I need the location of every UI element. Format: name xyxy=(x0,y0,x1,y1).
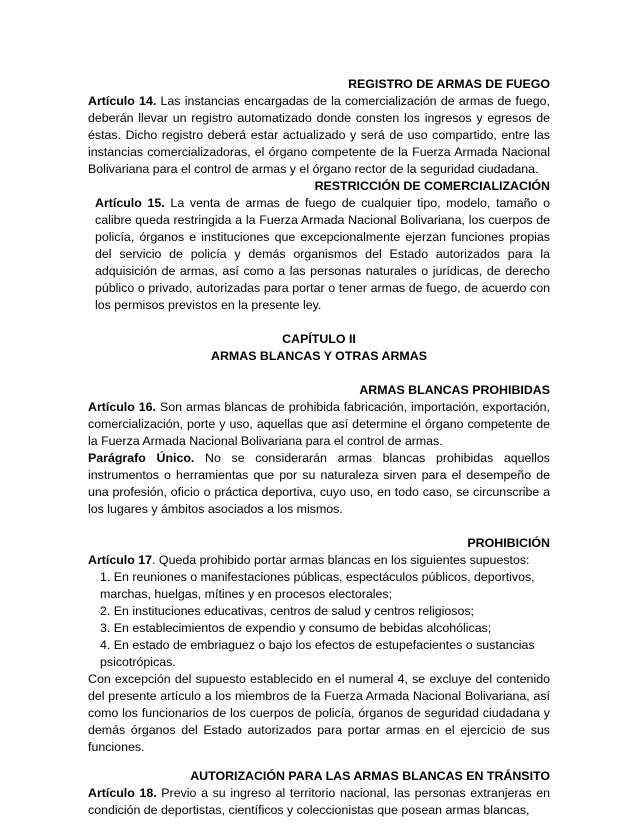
article-17 xyxy=(88,552,550,569)
article-17-text: . Queda prohibido portar armas blancas en los siguientes supuestos: xyxy=(152,553,530,567)
article-18-text: Previo a su ingreso al territorio nacional, las personas extranjeras en condición de deportistas, científicos y coleccionistas que posean armas blancas, xyxy=(88,786,550,817)
article-18-lead: Artículo 18. xyxy=(88,786,157,800)
article-18 xyxy=(88,785,550,819)
chapter-title: ARMAS BLANCAS Y OTRAS ARMAS xyxy=(211,349,427,363)
article-14-lead: Artículo 14. xyxy=(88,94,157,108)
document-page xyxy=(88,76,550,819)
article-17-lead: Artículo 17 xyxy=(88,553,153,567)
section-heading-armas-blancas: ARMAS BLANCAS PROHIBIDAS xyxy=(359,383,550,397)
paragrafo-unico-lead: Parágrafo Único. xyxy=(88,451,195,465)
chapter-number: CAPÍTULO II xyxy=(282,332,356,346)
article-17-item: 2. En instituciones educativas, centros de salud y centros religiosos; xyxy=(100,604,474,618)
article-17-item: 1. En reuniones o manifestaciones públicas, espectáculos públicos, deportivos, marchas, huelgas, mítines y en procesos electorales; xyxy=(100,570,535,601)
paragrafo-unico-text: No se considerarán armas blancas prohibidas aquellos instrumentos o herramientas que por su naturaleza sirven para el desempeño de una profesión, oficio o práctica deportiva, cuyo uso, en todo caso, se circunscribe a los lugares y ámbitos asociados a los mismos. xyxy=(88,451,550,516)
section-heading-prohibicion: PROHIBICIÓN xyxy=(467,536,550,550)
section-heading-registro: REGISTRO DE ARMAS DE FUEGO xyxy=(348,77,550,91)
article-17-item: 3. En establecimientos de expendio y consumo de bebidas alcohólicas; xyxy=(100,621,492,635)
article-17-closing: Con excepción del supuesto establecido en el numeral 4, se excluye del contenido del presente artículo a los miembros de la Fuerza Armada Nacional Bolivariana, así como los funcionarios de los cuerpos de policía, órganos de seguridad ciudadana y demás órganos del Estado autorizados para portar armas en el ejercicio de sus funciones. xyxy=(88,672,550,754)
article-14 xyxy=(88,93,550,178)
article-15-text: La venta de armas de fuego de cualquier tipo, modelo, tamaño o calibre queda restringida a la Fuerza Armada Nacional Bolivariana, los cuerpos de policía, órganos e instituciones que excepcionalmente ejerzan funciones propias del servicio de policía y demás organismos del Estado autorizados para la adquisición de armas, así como a las personas naturales o jurídicas, de derecho público o privado, autorizadas para portar o tener armas de fuego, de acuerdo con los permisos previstos en la presente ley. xyxy=(95,196,550,312)
article-15 xyxy=(95,195,550,314)
article-15-block xyxy=(88,195,550,314)
article-16-lead: Artículo 16. xyxy=(88,400,156,414)
article-16 xyxy=(88,399,550,450)
article-16-text: Son armas blancas de prohibida fabricación, importación, exportación, comercialización, porte y uso, aquellas que así determine el órgano competente de la Fuerza Armada Nacional Bolivariana para el control de armas. xyxy=(88,400,550,448)
paragrafo-unico xyxy=(88,450,550,518)
article-14-text: Las instancias encargadas de la comercialización de armas de fuego, deberán llevar un registro automatizado donde consten los ingresos y egresos de éstas. Dicho registro deberá estar actualizado y será de uso compartido, entre las instancias comercializadoras, el órgano competente de la Fuerza Armada Nacional Bolivariana para el control de armas y el órgano rector de la seguridad ciudadana. xyxy=(88,94,550,176)
section-heading-restriccion: RESTRICCIÓN DE COMERCIALIZACIÓN xyxy=(314,179,550,193)
article-15-lead: Artículo 15. xyxy=(95,196,165,210)
section-heading-autorizacion: AUTORIZACIÓN PARA LAS ARMAS BLANCAS EN TRÁNSITO xyxy=(190,769,550,783)
article-17-item: 4. En estado de embriaguez o bajo los efectos de estupefacientes o sustancias psicotrópicas. xyxy=(100,638,535,669)
